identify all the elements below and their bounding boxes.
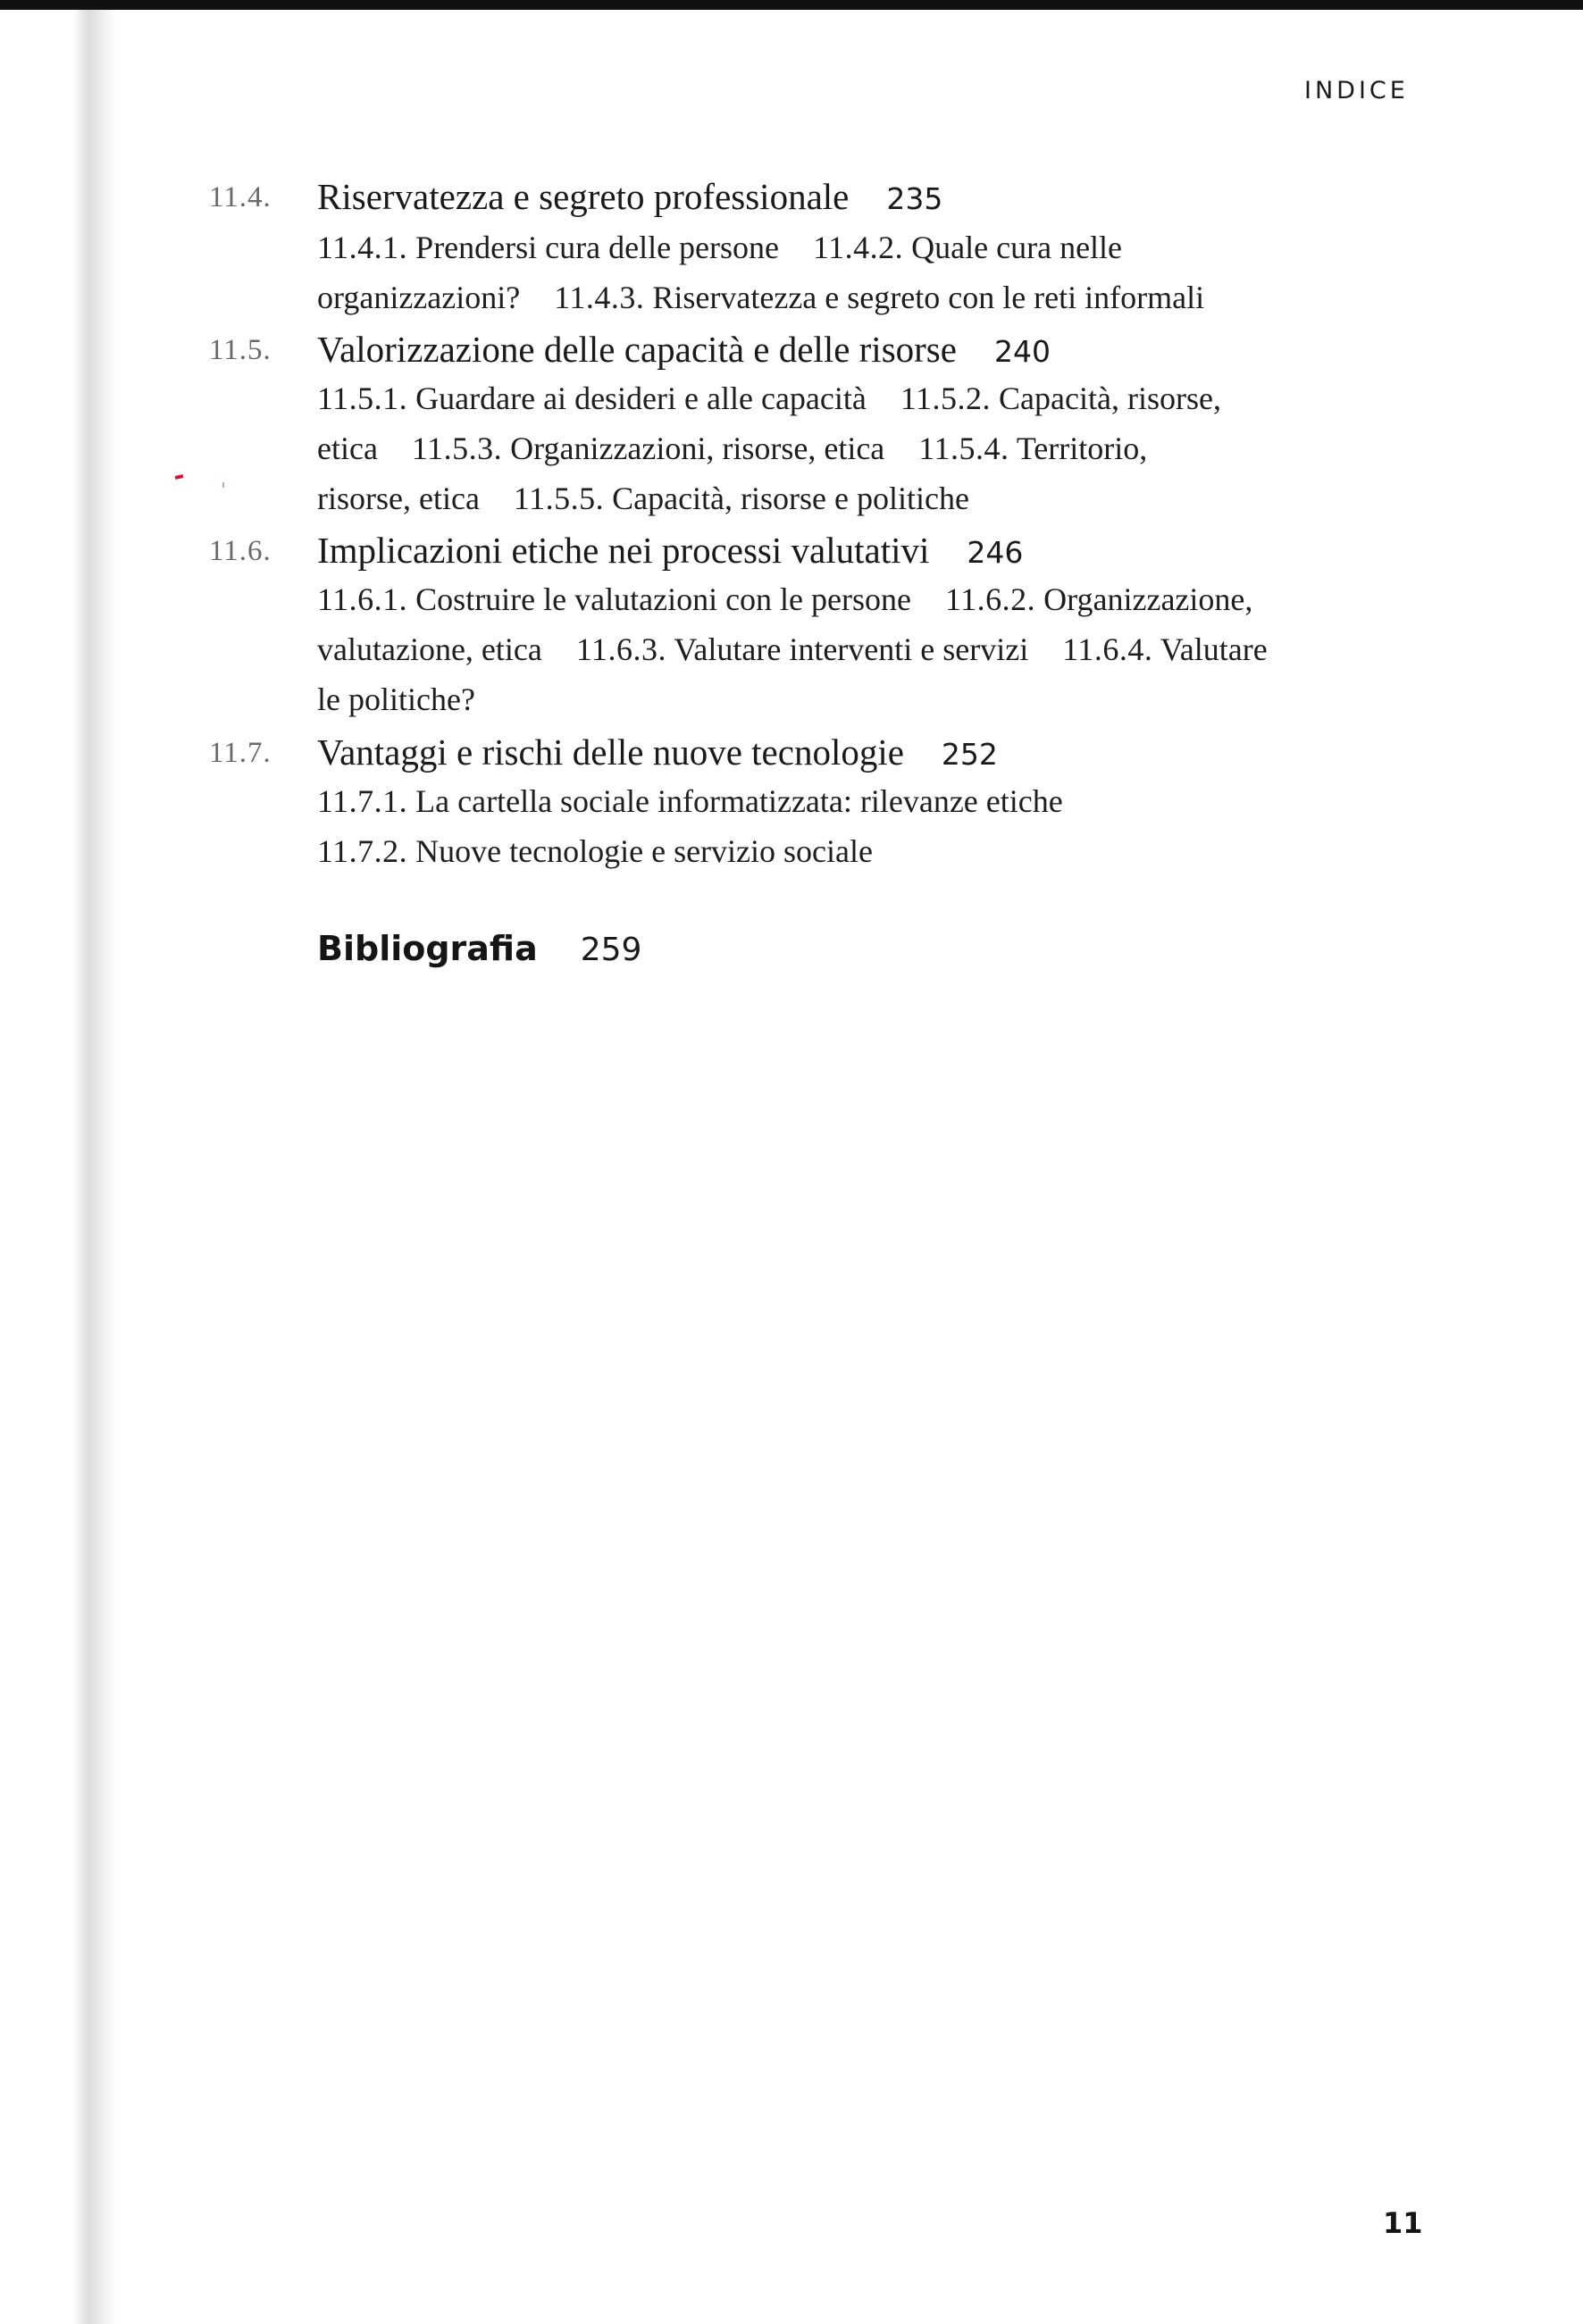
subsection-line bbox=[317, 279, 1204, 316]
subsection-11-5-1[interactable]: 11.5.1. Guardare ai desideri e alle capacità bbox=[317, 380, 867, 416]
subsection-11-5-4-cont[interactable]: risorse, etica bbox=[317, 481, 480, 516]
subsection-11-7-2[interactable]: 11.7.2. Nuove tecnologie e servizio sociale bbox=[317, 833, 873, 869]
subsection-line bbox=[317, 430, 1147, 467]
subsection-11-5-5[interactable]: 11.5.5. Capacità, risorse e politiche bbox=[513, 481, 969, 516]
subsection-11-6-2-cont[interactable]: valutazione, etica bbox=[317, 631, 542, 667]
subsection-11-5-2-cont[interactable]: etica bbox=[317, 431, 378, 466]
subsection-line bbox=[317, 229, 1122, 266]
scan-speck bbox=[222, 482, 224, 488]
running-head: INDICE bbox=[1304, 77, 1409, 104]
subsection-11-5-3[interactable]: 11.5.3. Organizzazioni, risorse, etica bbox=[411, 431, 885, 466]
subsection-11-6-2[interactable]: 11.6.2. Organizzazione, bbox=[945, 581, 1253, 617]
book-gutter-shadow bbox=[73, 10, 116, 2324]
section-title-row[interactable] bbox=[317, 175, 942, 218]
subsection-11-5-2[interactable]: 11.5.2. Capacità, risorse, bbox=[900, 380, 1221, 416]
subsection-11-4-2-cont[interactable]: organizzazioni? bbox=[317, 280, 521, 315]
section-page-number: 246 bbox=[967, 535, 1024, 570]
section-number: 11.4. bbox=[209, 181, 272, 213]
section-title: Vantaggi e rischi delle nuove tecnologie bbox=[317, 731, 904, 773]
section-number: 11.5. bbox=[209, 334, 272, 366]
subsection-line bbox=[317, 782, 1063, 820]
scan-top-edge bbox=[0, 0, 1583, 10]
section-title-row[interactable] bbox=[317, 731, 998, 773]
toc-bibliography[interactable] bbox=[317, 929, 641, 968]
page-number: 11 bbox=[1383, 2206, 1423, 2240]
bibliography-title: Bibliografia bbox=[317, 929, 538, 968]
section-title: Riservatezza e segreto professionale bbox=[317, 176, 850, 217]
section-page-number: 252 bbox=[941, 737, 998, 772]
section-page-number: 235 bbox=[886, 181, 943, 216]
subsection-11-5-4[interactable]: 11.5.4. Territorio, bbox=[918, 431, 1148, 466]
subsection-line bbox=[317, 581, 1252, 618]
red-pen-mark bbox=[175, 474, 184, 480]
subsection-11-6-1[interactable]: 11.6.1. Costruire le valutazioni con le persone bbox=[317, 581, 911, 617]
subsection-11-6-3[interactable]: 11.6.3. Valutare interventi e servizi bbox=[575, 631, 1029, 667]
subsection-11-4-2[interactable]: 11.4.2. Quale cura nelle bbox=[813, 230, 1123, 265]
subsection-line bbox=[317, 631, 1268, 668]
subsection-line bbox=[317, 480, 969, 517]
section-number: 11.7. bbox=[209, 737, 272, 769]
section-number: 11.6. bbox=[209, 535, 272, 567]
subsection-line bbox=[317, 380, 1221, 417]
section-title: Valorizzazione delle capacità e delle risorse bbox=[317, 329, 957, 370]
subsection-11-4-1[interactable]: 11.4.1. Prendersi cura delle persone bbox=[317, 230, 779, 265]
section-page-number: 240 bbox=[993, 334, 1051, 369]
subsection-11-7-1[interactable]: 11.7.1. La cartella sociale informatizzata: rilevanze etiche bbox=[317, 783, 1063, 819]
subsection-11-4-3[interactable]: 11.4.3. Riservatezza e segreto con le reti informali bbox=[554, 280, 1205, 315]
subsection-11-6-4[interactable]: 11.6.4. Valutare bbox=[1062, 631, 1268, 667]
bibliography-page-number: 259 bbox=[580, 932, 642, 968]
subsection-line bbox=[317, 832, 873, 870]
subsection-line bbox=[317, 681, 475, 718]
subsection-11-6-4-cont[interactable]: le politiche? bbox=[317, 681, 475, 717]
section-title: Implicazioni etiche nei processi valutativi bbox=[317, 530, 930, 571]
section-title-row[interactable] bbox=[317, 529, 1023, 572]
section-title-row[interactable] bbox=[317, 328, 1051, 371]
